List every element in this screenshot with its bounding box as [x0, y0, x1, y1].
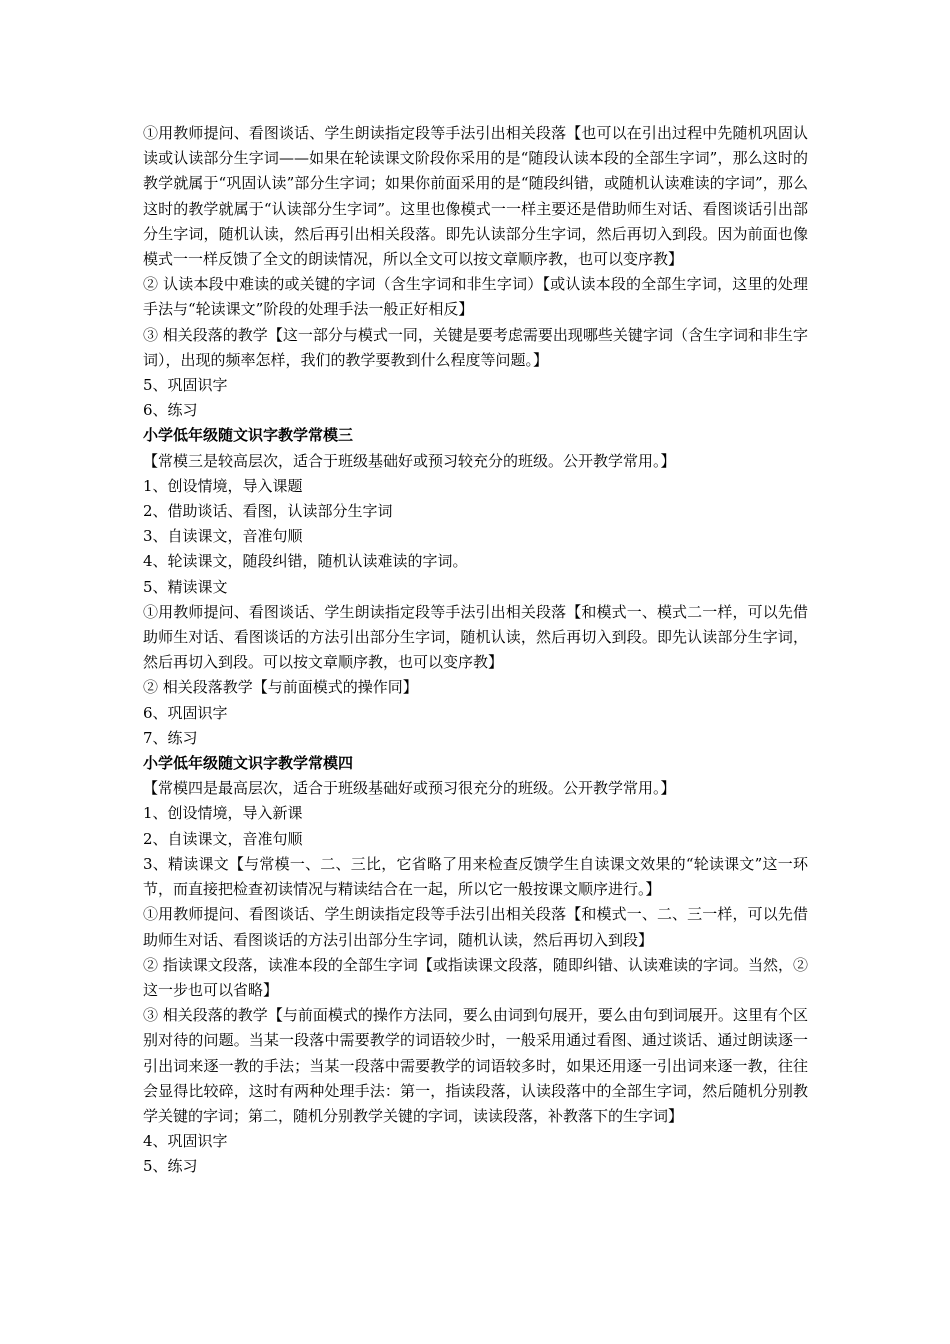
- section-heading: 小学低年级随文识字教学常模三: [143, 426, 354, 445]
- list-item: 5、巩固识字: [143, 376, 228, 395]
- paragraph: ①用教师提问、看图谈话、学生朗读指定段等手法引出相关段落【也可以在引出过程中先随机巩固认读或认读部分生字词——如果在轮读课文阶段你采用的是“随段认读本段的全部生字词”，那么这时的教学就属于“巩固认读”部分生字词；如果你前面采用的是“随段纠错，或随机认读难读的字词”，那么这时的教学就属于“认读部分生字词”。这里也像模式一一样主要还是借助师生对话、看图谈话引出部分生字词，随机认读，然后再引出相关段落。即先认读部分生字词，然后再切入到段。因为前面也像模式一一样反馈了全文的朗读情况，所以全文可以按文章顺序教，也可以变序教】: [143, 124, 808, 269]
- paragraph: ② 相关段落教学【与前面模式的操作同】: [143, 678, 418, 697]
- section-heading: 小学低年级随文识字教学常模四: [143, 754, 354, 773]
- list-item: 5、精读课文: [143, 577, 228, 596]
- list-item: 2、借助谈话、看图，认读部分生字词: [143, 502, 393, 521]
- paragraph: ③ 相关段落的教学【与前面模式的操作方法同，要么由词到句展开，要么由句到词展开。这里有个区别对待的问题。当某一段落中需要教学的词语较少时，一般采用通过看图、通过谈话、通过朗读逐一引出词来逐一教的手法；当某一段落中需要教学的词语较多时，如果还用逐一引出词来逐一教，往往会显得比较碎，这时有两种处理手法：第一，指读段落，认读段落中的全部生字词，然后随机分别教学关键的字词；第二，随机分别教学关键的字词，读读段落，补教落下的生字词】: [143, 1006, 808, 1125]
- list-item: 4、轮读课文，随段纠错，随机认读难读的字词。: [143, 552, 468, 571]
- paragraph: 【常模三是较高层次，适合于班级基础好或预习较充分的班级。公开教学常用。】: [143, 451, 676, 470]
- paragraph: ①用教师提问、看图谈话、学生朗读指定段等手法引出相关段落【和模式一、模式二一样，可以先借助师生对话、看图谈话的方法引出部分生字词，随机认读，然后再切入到段。即先认读部分生字词，然后再切入到段。可以按文章顺序教，也可以变序教】: [143, 602, 808, 672]
- list-item: 7、练习: [143, 728, 198, 747]
- list-item: 6、练习: [143, 401, 198, 420]
- list-item: 1、创设情境，导入课题: [143, 476, 303, 495]
- list-item: 2、自读课文，音准句顺: [143, 829, 303, 848]
- list-item: 5、练习: [143, 1157, 198, 1176]
- paragraph: ② 指读课文段落，读准本段的全部生字词【或指读课文段落，随即纠错、认读难读的字词。当然，②这一步也可以省略】: [143, 955, 808, 999]
- list-item: 4、巩固识字: [143, 1132, 228, 1151]
- list-item: 3、自读课文，音准句顺: [143, 527, 303, 546]
- paragraph: ③ 相关段落的教学【这一部分与模式一同，关键是要考虑需要出现哪些关键字词（含生字词和非生字词），出现的频率怎样，我们的教学要教到什么程度等问题。】: [143, 325, 808, 369]
- paragraph: ② 认读本段中难读的或关键的字词（含生字词和非生字词）【或认读本段的全部生字词，这里的处理手法与“轮读课文”阶段的处理手法一般正好相反】: [143, 275, 808, 319]
- list-item: 6、巩固识字: [143, 703, 228, 722]
- paragraph: 【常模四是最高层次，适合于班级基础好或预习很充分的班级。公开教学常用。】: [143, 779, 676, 798]
- paragraph: ①用教师提问、看图谈话、学生朗读指定段等手法引出相关段落【和模式一、二、三一样，可以先借助师生对话、看图谈话的方法引出部分生字词，随机认读，然后再切入到段】: [143, 905, 808, 949]
- paragraph: 3、精读课文【与常模一、二、三比，它省略了用来检查反馈学生自读课文效果的“轮读课文”这一环节，而直接把检查初读情况与精读结合在一起，所以它一般按课文顺序进行。】: [143, 854, 808, 899]
- list-item: 1、创设情境，导入新课: [143, 804, 303, 823]
- document-page: [143, 121, 808, 1180]
